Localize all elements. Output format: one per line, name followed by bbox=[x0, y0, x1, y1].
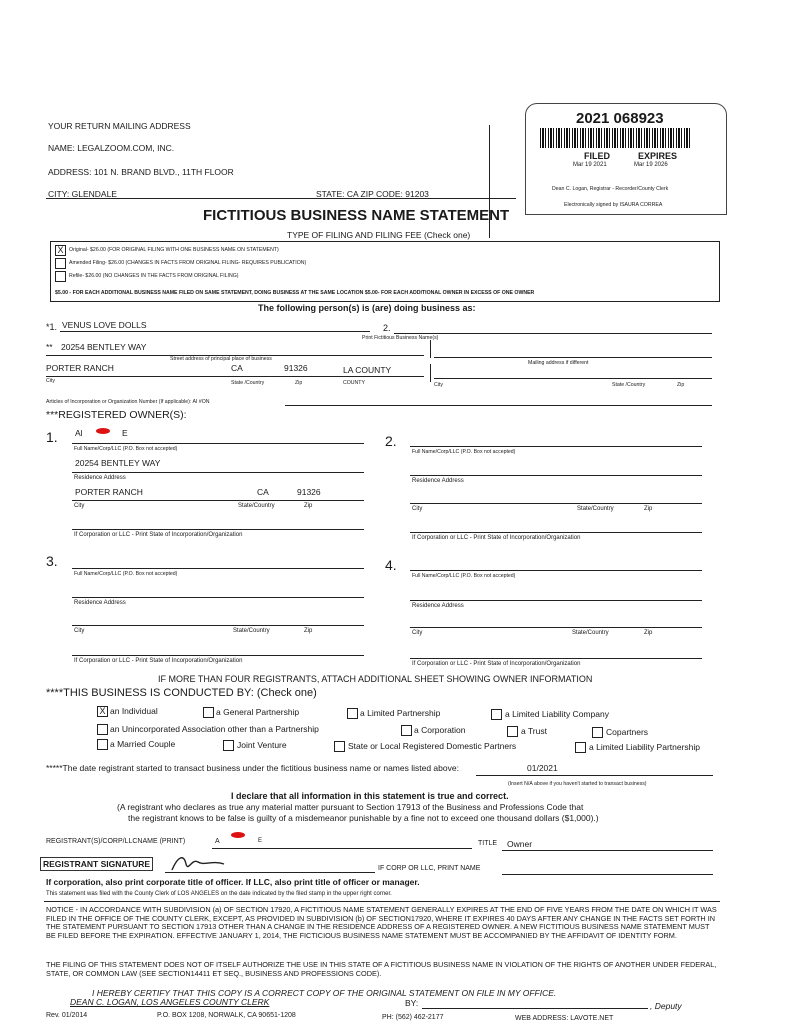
return-state-zip: STATE: CA ZIP CODE: 91203 bbox=[316, 189, 429, 199]
filing-number: 2021 068923 bbox=[576, 110, 664, 127]
form-title: FICTITIOUS BUSINESS NAME STATEMENT bbox=[203, 207, 510, 224]
unincorporated-checkbox[interactable] bbox=[97, 724, 108, 735]
state-label-2: State /Country bbox=[612, 382, 646, 388]
filed-label: FILED bbox=[584, 151, 610, 161]
limited-partnership-checkbox[interactable] bbox=[347, 708, 358, 719]
limited-partnership-label: a Limited Partnership bbox=[360, 708, 441, 718]
trust-label: a Trust bbox=[521, 726, 547, 736]
original-label: Original- $26.00 (FOR ORIGINAL FILING WITH ONE BUSINESS NAME ON STATEMENT) bbox=[69, 247, 279, 253]
redaction-mark-2 bbox=[231, 832, 245, 838]
print-names-label: Print Fictitious Business Name(s) bbox=[362, 335, 439, 341]
declaration-line-2: (A registrant who declares as true any material matter pursuant to Section 17913 of the Business and Professions Code that bbox=[117, 802, 584, 812]
registrant-print-value-b: E bbox=[258, 838, 263, 844]
owner-2-state-label: State/Country bbox=[577, 506, 614, 512]
footer-rev: Rev. 01/2014 bbox=[46, 1012, 88, 1019]
owner-3-residence-label: Residence Address bbox=[74, 600, 126, 606]
start-date-label: *****The date registrant started to transact business under the fictitious business name or names listed above: bbox=[46, 763, 459, 773]
owner-3-num: 3. bbox=[46, 553, 58, 569]
certify-clerk: DEAN C. LOGAN, LOS ANGELES COUNTY CLERK bbox=[70, 997, 270, 1007]
owner-3-corp-label: If Corporation or LLC - Print State of Incorporation/Organization bbox=[74, 658, 243, 664]
filed-county-note: This statement was filed with the County Clerk of LOS ANGELES on the date indicated by the filed stamp in the upper right corner. bbox=[46, 891, 392, 897]
owner-4-corp-label: If Corporation or LLC - Print State of Incorporation/Organization bbox=[412, 661, 581, 667]
conducted-heading: ****THIS BUSINESS IS CONDUCTED BY: (Check one) bbox=[46, 687, 317, 699]
owner-4-fullname-label: Full Name/Corp/LLC (P.O. Box not accepted) bbox=[412, 573, 516, 579]
corporation-label: a Corporation bbox=[414, 725, 466, 735]
title-label: TITLE bbox=[478, 840, 498, 847]
owner-1-address: 20254 BENTLEY WAY bbox=[75, 458, 161, 468]
copartners-label: Copartners bbox=[606, 727, 649, 737]
certify-deputy: , Deputy bbox=[650, 1001, 682, 1011]
return-name: NAME: LEGALZOOM.COM, INC. bbox=[48, 143, 175, 153]
corporation-checkbox[interactable] bbox=[401, 725, 412, 736]
married-checkbox[interactable] bbox=[97, 739, 108, 750]
title-value: Owner bbox=[507, 839, 533, 849]
trust-checkbox[interactable] bbox=[507, 726, 518, 737]
married-label: a Married Couple bbox=[110, 739, 176, 749]
filed-date: Mar 19 2021 bbox=[573, 162, 607, 168]
owner-4-city-label: City bbox=[412, 630, 423, 636]
return-address-label: YOUR RETURN MAILING ADDRESS bbox=[48, 121, 191, 131]
expiration-notice: NOTICE - IN ACCORDANCE WITH SUBDIVISION (a) OF SECTION 17920, A FICTITIOUS NAME STATEMENT GENERALLY EXPIRES AT THE END OF FIVE YEARS FROM THE DATE ON WHICH IT WAS FILED IN THE OFFICE OF THE COUNTY CLERK, EXCEPT, AS PROVIDED IN SUBDIVISION (b) OF SECTION17920, WHERE IT EXPIRES 40 DAYS AFTER ANY CHANGE IN THE FACTS SET FORTH IN THE STATEMENT PURSUANT TO SECTION 17913 OTHER THAN A CHANGE IN THE RESIDENCE ADDRESS OF A REGISTERED OWNER. A NEW FICTITIOUS BUSINESS NAME STATEMENT MUST BE FILED BEFORE THE EXPIRATION. EFFECTIVE JANUARY 1, 2014, THE FICTICIOUS BUSINESS NAME STATEMENT MUST BE ACCOMPANIED BY THE AFFIDAVIT OF IDENTITY FORM. bbox=[46, 905, 717, 940]
certify-text: I HEREBY CERTIFY THAT THIS COPY IS A CORRECT COPY OF THE ORIGINAL STATEMENT ON FILE IN MY OFFICE. bbox=[92, 988, 557, 998]
individual-checkbox[interactable]: X bbox=[97, 706, 108, 717]
additional-fee-note: $5.00 - FOR EACH ADDITIONAL BUSINESS NAME FILED ON SAME STATEMENT, DOING BUSINESS AT THE SAME LOCATION $5.00- FOR EACH ADDITIONAL OWNER IN EXCESS OF ONE OWNER bbox=[55, 290, 535, 296]
owner-4-state-label: State/Country bbox=[572, 630, 609, 636]
owner-1-state-label: State/Country bbox=[238, 503, 275, 509]
owner-1-name-a: Al bbox=[75, 428, 83, 438]
owner-2-num: 2. bbox=[385, 433, 397, 449]
owner-3-state-label: State/Country bbox=[233, 628, 270, 634]
business-state: CA bbox=[231, 363, 243, 373]
individual-label: an Individual bbox=[110, 706, 158, 716]
owner-1-fullname-label: Full Name/Corp/LLC (P.O. Box not accepted) bbox=[74, 446, 178, 452]
corp-print-label: IF CORP OR LLC, PRINT NAME bbox=[378, 865, 481, 872]
owner-2-city-label: City bbox=[412, 506, 423, 512]
general-partnership-label: a General Partnership bbox=[216, 707, 300, 717]
joint-venture-label: Joint Venture bbox=[237, 740, 287, 750]
signature-scribble bbox=[168, 852, 228, 874]
return-city: CITY: GLENDALE bbox=[48, 189, 117, 199]
expires-label: EXPIRES bbox=[638, 151, 678, 161]
certify-by: BY: bbox=[405, 998, 419, 1008]
owner-2-residence-label: Residence Address bbox=[412, 478, 464, 484]
copartners-checkbox[interactable] bbox=[592, 727, 603, 738]
owner-3-zip-label: Zip bbox=[304, 628, 313, 634]
filing-type-heading: TYPE OF FILING AND FILING FEE (Check one) bbox=[287, 230, 471, 240]
business-zip: 91326 bbox=[284, 363, 308, 373]
business-num-2: 2. bbox=[383, 323, 391, 333]
owner-1-city: PORTER RANCH bbox=[75, 487, 143, 497]
return-address: ADDRESS: 101 N. BRAND BLVD., 11TH FLOOR bbox=[48, 167, 234, 177]
footer-web: WEB ADDRESS: LAVOTE.NET bbox=[515, 1015, 614, 1022]
redaction-mark bbox=[96, 428, 110, 434]
registrant-signature-label: REGISTRANT SIGNATURE bbox=[40, 857, 153, 871]
footer-po: P.O. BOX 1208, NORWALK, CA 90651-1208 bbox=[157, 1012, 296, 1019]
owners-heading: ***REGISTERED OWNER(S): bbox=[46, 409, 187, 421]
filing-stamp bbox=[525, 103, 727, 215]
more-registrants-note: IF MORE THAN FOUR REGISTRANTS, ATTACH ADDITIONAL SHEET SHOWING OWNER INFORMATION bbox=[158, 674, 593, 684]
zip-label-2: Zip bbox=[677, 382, 685, 388]
owner-3-fullname-label: Full Name/Corp/LLC (P.O. Box not accepted) bbox=[74, 571, 178, 577]
zip-label: Zip bbox=[295, 380, 303, 386]
city-label-2: City bbox=[434, 382, 443, 388]
filing-rights-notice: THE FILING OF THIS STATEMENT DOES NOT OF ITSELF AUTHORIZE THE USE IN THIS STATE OF A FICTITIOUS BUSINESS NAME IN VIOLATION OF THE RIGHTS OF ANOTHER UNDER FEDERAL, STATE, OR COMMON LAW (SEE SECTION14411 ET SEQ., BUSINESS AND PROFESSIONS CODE). bbox=[46, 960, 717, 978]
registrant-print-value-a: A bbox=[215, 838, 220, 845]
owner-1-city-label: City bbox=[74, 503, 85, 509]
stamp-clerk: Dean C. Logan, Registrar - Recorder/County Clerk bbox=[552, 186, 669, 192]
owner-1-state: CA bbox=[257, 487, 269, 497]
llc-checkbox[interactable] bbox=[491, 709, 502, 720]
owner-1-residence-label: Residence Address bbox=[74, 475, 126, 481]
street-label: Street address of principal place of business bbox=[170, 356, 272, 362]
business-county: LA COUNTY bbox=[343, 365, 392, 375]
owner-4-zip-label: Zip bbox=[644, 630, 653, 636]
joint-venture-checkbox[interactable] bbox=[223, 740, 234, 751]
llc-label: a Limited Liability Company bbox=[505, 709, 609, 719]
owner-1-num: 1. bbox=[46, 429, 58, 445]
llp-checkbox[interactable] bbox=[575, 742, 586, 753]
owner-1-zip: 91326 bbox=[297, 487, 321, 497]
owner-1-name-b: E bbox=[122, 428, 128, 438]
articles-label: Articles of Incorporation or Organization Number (If applicable): AI #ON bbox=[46, 399, 210, 405]
owner-2-fullname-label: Full Name/Corp/LLC (P.O. Box not accepted) bbox=[412, 449, 516, 455]
amended-label: Amended Filing- $26.00 (CHANGES IN FACTS FROM ORIGINAL FILING- REQUIRES PUBLICATION) bbox=[69, 260, 307, 266]
unincorporated-label: an Unincorporated Association other than a Partnership bbox=[110, 724, 319, 734]
general-partnership-checkbox[interactable] bbox=[203, 707, 214, 718]
owner-4-num: 4. bbox=[385, 557, 397, 573]
mailing-label: Mailing address if different bbox=[528, 360, 589, 366]
registrant-print-label: REGISTRANT(S)/CORP/LLCNAME (PRINT) bbox=[46, 838, 186, 845]
stamp-signed: Electronically signed by ISAURA CORREA bbox=[564, 202, 663, 208]
owner-1-zip-label: Zip bbox=[304, 503, 313, 509]
state-local-label: State or Local Registered Domestic Partners bbox=[348, 741, 517, 751]
state-local-checkbox[interactable] bbox=[334, 741, 345, 752]
owner-2-zip-label: Zip bbox=[644, 506, 653, 512]
county-label: COUNTY bbox=[343, 380, 365, 386]
doing-business-heading: The following person(s) is (are) doing business as: bbox=[258, 303, 476, 313]
owner-2-corp-label: If Corporation or LLC - Print State of Incorporation/Organization bbox=[412, 535, 581, 541]
start-date-value: 01/2021 bbox=[527, 763, 558, 773]
business-name-1: VENUS LOVE DOLLS bbox=[62, 320, 147, 330]
owner-3-city-label: City bbox=[74, 628, 85, 634]
city-label: City bbox=[46, 378, 55, 384]
footer-phone: PH: (562) 462-2177 bbox=[382, 1014, 444, 1021]
expires-date: Mar 19 2026 bbox=[634, 162, 668, 168]
llp-label: a Limited Liability Partnership bbox=[589, 742, 701, 752]
declaration-line-1: I declare that all information in this statement is true and correct. bbox=[231, 791, 509, 801]
business-num-1: *1. bbox=[46, 322, 58, 332]
business-street: 20254 BENTLEY WAY bbox=[61, 342, 147, 352]
business-city: PORTER RANCH bbox=[46, 363, 114, 373]
corp-officer-note: If corporation, also print corporate title of officer. If LLC, also print title of officer or manager. bbox=[46, 877, 420, 887]
refile-label: Refile- $26.00 (NO CHANGES IN THE FACTS FROM ORIGINAL FILING) bbox=[69, 273, 239, 279]
declaration-line-3: the registrant knows to be false is guilty of a misdemeanor punishable by a fine not to exceed one thousand dollars ($1,000).) bbox=[128, 813, 599, 823]
owner-4-residence-label: Residence Address bbox=[412, 603, 464, 609]
barcode bbox=[540, 128, 690, 148]
refile-checkbox[interactable] bbox=[55, 271, 66, 282]
street-prefix: ** bbox=[46, 342, 53, 352]
original-checkbox[interactable]: X bbox=[55, 245, 66, 256]
state-label: State /Country bbox=[231, 380, 265, 386]
amended-checkbox[interactable] bbox=[55, 258, 66, 269]
start-date-note: (Insert N/A above if you haven't started to transact business) bbox=[508, 781, 647, 787]
owner-1-corp-label: If Corporation or LLC - Print State of Incorporation/Organization bbox=[74, 532, 243, 538]
